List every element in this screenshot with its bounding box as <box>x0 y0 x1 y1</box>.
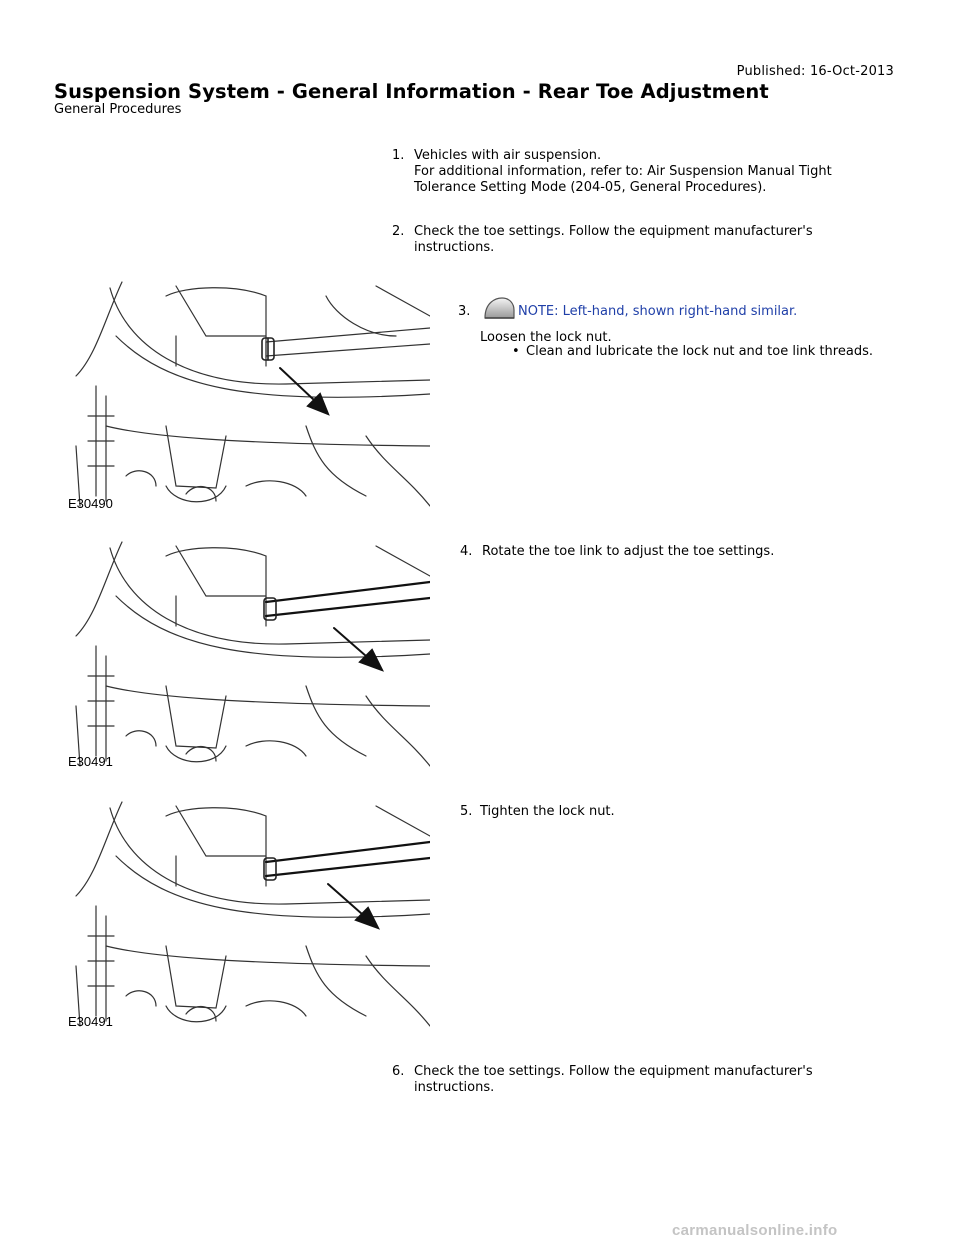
step-text: Vehicles with air suspension. <box>414 148 602 163</box>
step-number: 5. <box>460 804 473 819</box>
watermark: carmanualsonline.info <box>672 1222 838 1239</box>
step-number: 4. <box>460 544 473 559</box>
step-text: Tighten the lock nut. <box>480 804 615 819</box>
step-text: Check the toe settings. Follow the equipment manufacturer's <box>414 224 813 239</box>
figure-label: E30491 <box>68 1014 113 1029</box>
step-number: 6. <box>392 1064 405 1079</box>
step-text: Rotate the toe link to adjust the toe settings. <box>482 544 775 559</box>
step-text: For additional information, refer to: Air Suspension Manual Tight <box>414 164 832 179</box>
step-text: Tolerance Setting Mode (204-05, General Procedures). <box>414 180 767 195</box>
figure-loosen-lock-nut <box>66 276 430 512</box>
arrow-icon <box>334 628 382 670</box>
published-date: Published: 16-Oct-2013 <box>736 64 894 79</box>
note-icon <box>482 296 516 327</box>
arrow-icon <box>280 368 328 414</box>
arrow-icon <box>328 884 378 928</box>
page-subtitle: General Procedures <box>54 102 182 117</box>
step-text: instructions. <box>414 240 495 255</box>
page-title: Suspension System - General Information - Rear Toe Adjustment <box>54 80 769 103</box>
step-text: instructions. <box>414 1080 495 1095</box>
step-number: 3. <box>458 304 471 319</box>
figure-label: E30491 <box>68 754 113 769</box>
bullet-item: • Clean and lubricate the lock nut and toe link threads. <box>526 344 873 360</box>
figure-tighten-lock-nut <box>66 796 430 1032</box>
figure-rotate-toe-link <box>66 536 430 772</box>
step-3 <box>458 304 898 364</box>
step-text: Loosen the lock nut. <box>480 330 612 345</box>
step-text: Check the toe settings. Follow the equipment manufacturer's <box>414 1064 813 1079</box>
step-number: 2. <box>392 224 405 239</box>
step-number: 1. <box>392 148 405 163</box>
note-text: NOTE: Left-hand, shown right-hand similar. <box>518 304 798 319</box>
figure-label: E30490 <box>68 496 113 511</box>
